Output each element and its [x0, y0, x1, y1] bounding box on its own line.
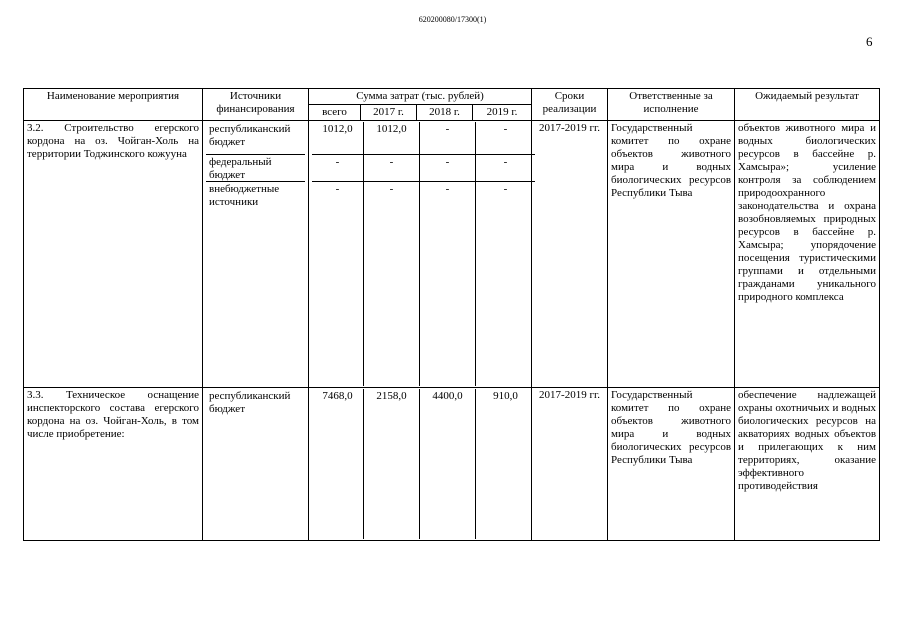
value-2018: - [420, 182, 476, 386]
page-number: 6 [866, 34, 873, 49]
value-2019: - [476, 155, 535, 182]
source-item: федеральный бюджет [206, 155, 305, 182]
terms-cell: 2017-2019 гг. [532, 121, 608, 388]
sums-cell [309, 121, 532, 388]
terms-cell: 2017-2019 гг. [532, 388, 608, 541]
value-2018: - [420, 155, 476, 182]
header-responsible: Ответственные за исполнение [608, 89, 735, 121]
header-terms: Сроки реализации [532, 89, 608, 121]
sources-cell [203, 121, 309, 388]
responsible-cell: Государственный комитет по охране объектов животного мира и водных биологических ресурсов Республики Тыва [608, 388, 735, 541]
sources-cell [203, 388, 309, 541]
header-sum: Сумма затрат (тыс. рублей) [309, 89, 532, 105]
measure-name: 3.3. Техническое оснащение инспекторского состава егерского кордона на оз. Чойган-Холь, в том числе приобретение: [24, 388, 203, 541]
measures-table [23, 88, 880, 541]
table-row [24, 388, 880, 541]
header-source: Источники финансирования [203, 89, 309, 121]
header-2018: 2018 г. [417, 105, 473, 121]
value-2019: 910,0 [493, 390, 518, 402]
header-total: всего [309, 105, 361, 121]
measure-name: 3.2. Строительство егерского кордона на оз. Чойган-Холь на территории Тоджинского кожууна [24, 121, 203, 388]
value-2017: 1012,0 [364, 122, 420, 155]
source-item: республиканский бюджет [206, 122, 305, 155]
source-item: республиканский бюджет [209, 390, 291, 415]
header-name: Наименование мероприятия [24, 89, 203, 121]
value-2017: 2158,0 [364, 389, 420, 539]
result-cell: объектов животного мира и водных биологических ресурсов в бассейне р. Хамсыра»; усиление контроля за соблюдением природоохранного законодательства и охрана возобновляемых природных ресурсов в бассейне р. Хамсыра; упорядочение посещения туристическими группами и отдельными гражданами уникального природного комплекса [735, 121, 880, 388]
header-row [24, 89, 880, 105]
document-id: 620200080/17300(1) [418, 15, 487, 24]
value-total: - [312, 182, 364, 386]
value-2018: 4400,0 [420, 389, 476, 539]
table-row [24, 121, 880, 388]
header-result: Ожидаемый результат [735, 89, 880, 121]
sums-cell [309, 388, 532, 541]
responsible-cell: Государственный комитет по охране объектов животного мира и водных биологических ресурсов Республики Тыва [608, 121, 735, 388]
value-total: 7468,0 [312, 389, 364, 539]
value-2017: - [364, 155, 420, 182]
source-item: внебюджетные источники [209, 183, 280, 208]
value-2017: - [364, 182, 420, 386]
value-2019: - [476, 122, 535, 155]
value-total: 1012,0 [312, 122, 364, 155]
value-2018: - [420, 122, 476, 155]
header-2017: 2017 г. [361, 105, 417, 121]
result-cell: обеспечение надлежащей охраны охотничьих и водных биологических ресурсов на акваториях водных объектов и прилегающих к ним территориях, оказание эффективного противодействия [735, 388, 880, 541]
header-2019: 2019 г. [473, 105, 532, 121]
value-2019: - [503, 183, 508, 195]
value-total: - [312, 155, 364, 182]
